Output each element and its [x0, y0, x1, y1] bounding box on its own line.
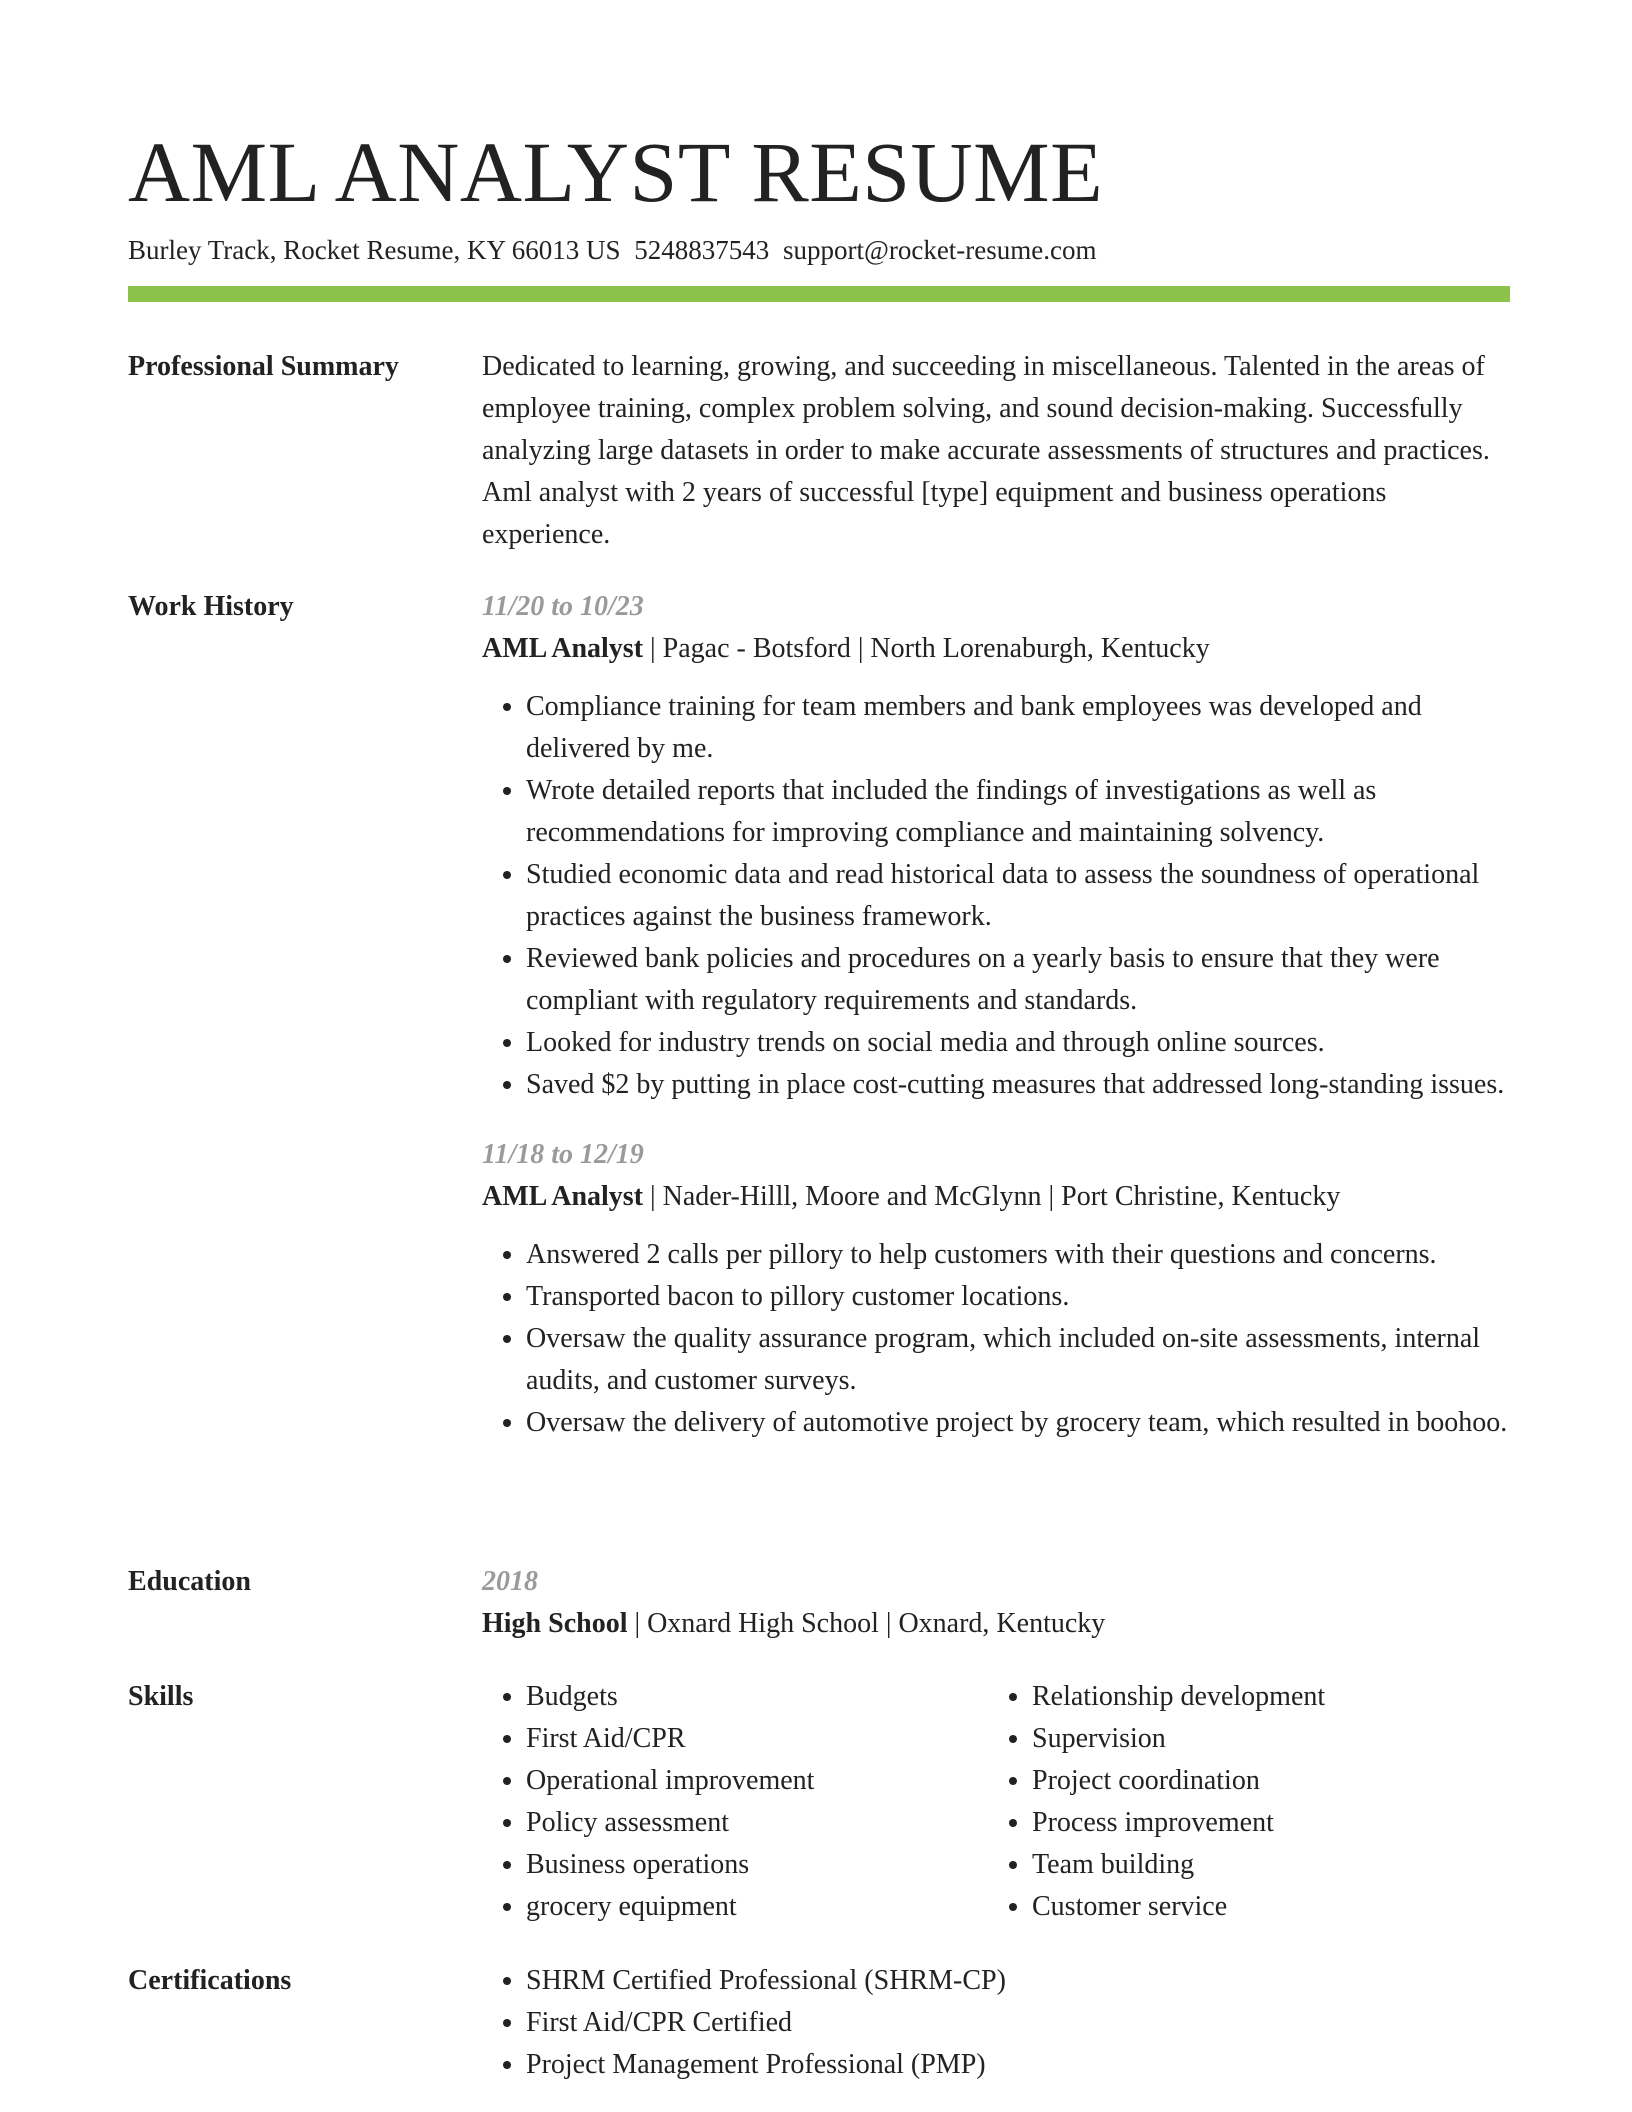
- job-entry: [482, 586, 1510, 1106]
- education-body: [482, 1565, 1510, 1645]
- skill-item: • Business operations: [526, 1844, 988, 1886]
- job-details: | Nader-Hilll, Moore and McGlynn | Port Christine, Kentucky: [643, 1181, 1341, 1212]
- job-title: AML Analyst: [482, 1181, 644, 1212]
- certification-item: • SHRM Certified Professional (SHRM-CP): [526, 1960, 1510, 2002]
- job-bullet: • Reviewed bank policies and procedures on a yearly basis to ensure that they were compliant with regulatory requirements and standards.: [526, 938, 1510, 1022]
- job-bullet: • Looked for industry trends on social media and through online sources.: [526, 1022, 1510, 1064]
- skill-item: • First Aid/CPR: [526, 1718, 988, 1760]
- job-bullet: • Oversaw the quality assurance program, which included on-site assessments, internal audits, and customer surveys.: [526, 1318, 1510, 1402]
- education-line: [482, 1603, 1510, 1645]
- skill-item: • Customer service: [1032, 1886, 1452, 1928]
- skill-item: • grocery equipment: [526, 1886, 988, 1928]
- job-bullet: • Answered 2 calls per pillory to help customers with their questions and concerns.: [526, 1234, 1510, 1276]
- job-role-line: [482, 1176, 1510, 1218]
- certifications-label: Certifications: [128, 1965, 292, 1996]
- contact-line: [128, 232, 1097, 268]
- job-bullets: [482, 1234, 1510, 1444]
- certification-item: • First Aid/CPR Certified: [526, 2002, 1510, 2044]
- job-dates: 11/18 to 12/19: [482, 1139, 644, 1170]
- work-section: [128, 590, 1510, 1565]
- skills-label: Skills: [128, 1681, 194, 1712]
- summary-label: Professional Summary: [128, 351, 399, 382]
- header-accent-rule: [128, 286, 1510, 302]
- skills-column-right: [988, 1676, 1452, 1928]
- skill-item: • Operational improvement: [526, 1760, 988, 1802]
- contact-phone: 5248837543: [634, 235, 770, 265]
- education-degree: High School: [482, 1608, 628, 1639]
- skills-body: [482, 1676, 1510, 1928]
- job-bullet: • Oversaw the delivery of automotive project by grocery team, which resulted in boohoo.: [526, 1402, 1510, 1444]
- skills-column-left: [482, 1676, 988, 1928]
- education-details: | Oxnard High School | Oxnard, Kentucky: [627, 1608, 1106, 1639]
- job-bullet: • Compliance training for team members and bank employees was developed and delivered by me.: [526, 686, 1510, 770]
- skills-section: [128, 1680, 1510, 1964]
- job-details: | Pagac - Botsford | North Lorenaburgh, Kentucky: [643, 633, 1210, 664]
- resume-title: AML ANALYST RESUME: [128, 124, 1104, 220]
- skill-item: • Policy assessment: [526, 1802, 988, 1844]
- education-label: Education: [128, 1566, 251, 1597]
- certification-item: • Project Management Professional (PMP): [526, 2044, 1510, 2086]
- job-bullet: • Transported bacon to pillory customer locations.: [526, 1276, 1510, 1318]
- job-title: AML Analyst: [482, 633, 644, 664]
- summary-section: [128, 350, 1510, 590]
- skill-item: • Supervision: [1032, 1718, 1452, 1760]
- certifications-section: [128, 1964, 1510, 2086]
- job-entry: [482, 1134, 1510, 1444]
- skills-grid: [482, 1676, 1510, 1928]
- skill-item: • Project coordination: [1032, 1760, 1452, 1802]
- skill-item: • Process improvement: [1032, 1802, 1452, 1844]
- skill-item: • Relationship development: [1032, 1676, 1452, 1718]
- certifications-list: [482, 1960, 1510, 2086]
- work-body: [482, 590, 1510, 1444]
- contact-email: support@rocket-resume.com: [782, 235, 1097, 265]
- job-dates: 11/20 to 10/23: [482, 591, 644, 622]
- job-bullet: • Saved $2 by putting in place cost-cutting measures that addressed long-standing issues.: [526, 1064, 1510, 1106]
- resume-sections: [128, 350, 1510, 2086]
- education-section: [128, 1565, 1510, 1680]
- skill-item: • Budgets: [526, 1676, 988, 1718]
- skill-item: • Team building: [1032, 1844, 1452, 1886]
- job-bullet: • Studied economic data and read historical data to assess the soundness of operational practices against the business framework.: [526, 854, 1510, 938]
- certifications-body: [482, 1964, 1510, 2086]
- contact-address: Burley Track, Rocket Resume, KY 66013 US: [128, 235, 621, 265]
- summary-text: Dedicated to learning, growing, and succeeding in miscellaneous. Talented in the areas of employee training, complex problem solving, and sound decision-making. Successfully analyzing large datasets in order to make accurate assessments of structures and practices. Aml analyst with 2 years of successful [type] equipment and business operations experience.: [482, 351, 1490, 550]
- education-year: 2018: [482, 1566, 538, 1597]
- job-bullets: [482, 686, 1510, 1106]
- work-label: Work History: [128, 591, 294, 622]
- job-bullet: • Wrote detailed reports that included the findings of investigations as well as recommendations for improving compliance and maintaining solvency.: [526, 770, 1510, 854]
- job-role-line: [482, 628, 1510, 670]
